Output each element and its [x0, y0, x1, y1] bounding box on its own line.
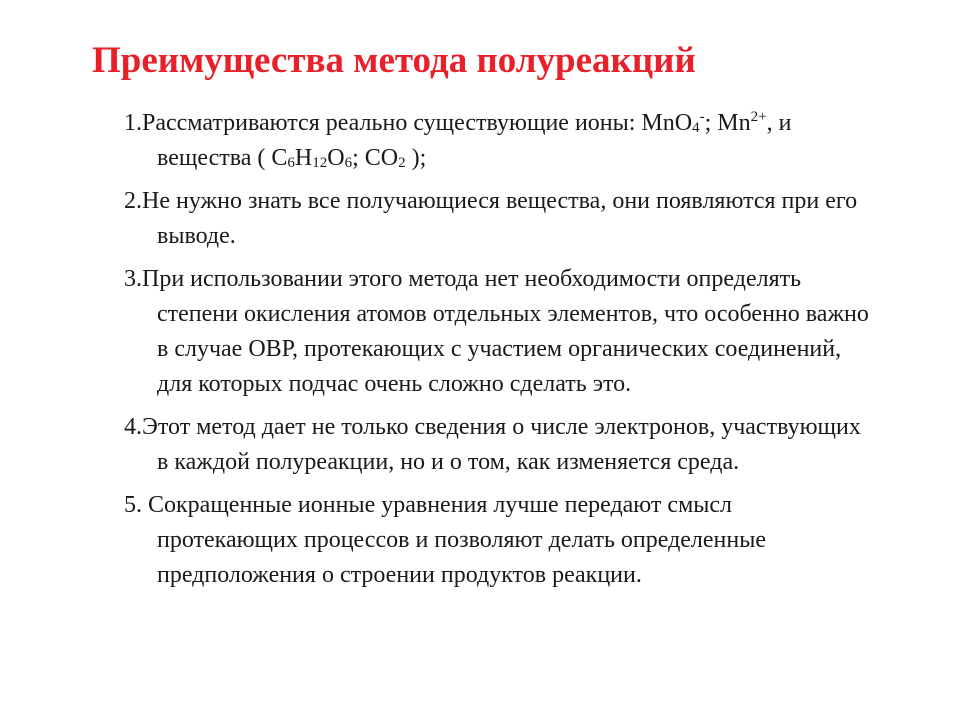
- hydrogen-subscript: 12: [312, 155, 328, 171]
- advantage-item-4: 4.Этот метод дает не только сведения о числе электронов, участвующих в каждой полуреакции, но и о том, как изменяется среда.: [124, 414, 861, 475]
- advantage-1-text-e: O: [327, 145, 345, 171]
- advantage-item-3: 3.При использовании этого метода нет необходимости определять степени окисления атомов отдельных элементов, что особенно важно в случае ОВР, протекающих с участием органических соединений, для которых подчас очень сложно сделать это.: [124, 266, 869, 397]
- advantage-item-5: 5. Сокращенные ионные уравнения лучше передают смысл протекающих процессов и позволяют делать определенные предположения о строении продуктов реакции.: [124, 492, 767, 588]
- co2-subscript: 2: [398, 155, 406, 171]
- advantage-1-text-c: , и вещества ( C: [157, 110, 792, 171]
- advantages-list: [124, 106, 874, 593]
- advantage-item-1: [124, 106, 874, 176]
- advantage-1-text-b: ; Mn: [704, 110, 751, 136]
- oxygen-subscript: 6: [344, 155, 353, 171]
- advantage-item-2: 2.Не нужно знать все получающиеся вещества, они появляются при его выводе.: [124, 188, 858, 249]
- mno4-charge: -: [699, 109, 705, 125]
- advantage-1-text-a: 1.Рассматриваются реально существующие ионы: MnO: [124, 110, 693, 136]
- advantage-1-text-g: );: [405, 145, 427, 171]
- carbon-subscript: 6: [287, 155, 295, 171]
- advantage-1-text-f: ; CO: [352, 145, 399, 171]
- slide-title: Преимущества метода полуреакций: [92, 40, 696, 81]
- mno4-subscript: 4: [692, 120, 700, 136]
- advantage-1-text-d: H: [294, 145, 313, 171]
- mn-charge: 2+: [750, 109, 767, 125]
